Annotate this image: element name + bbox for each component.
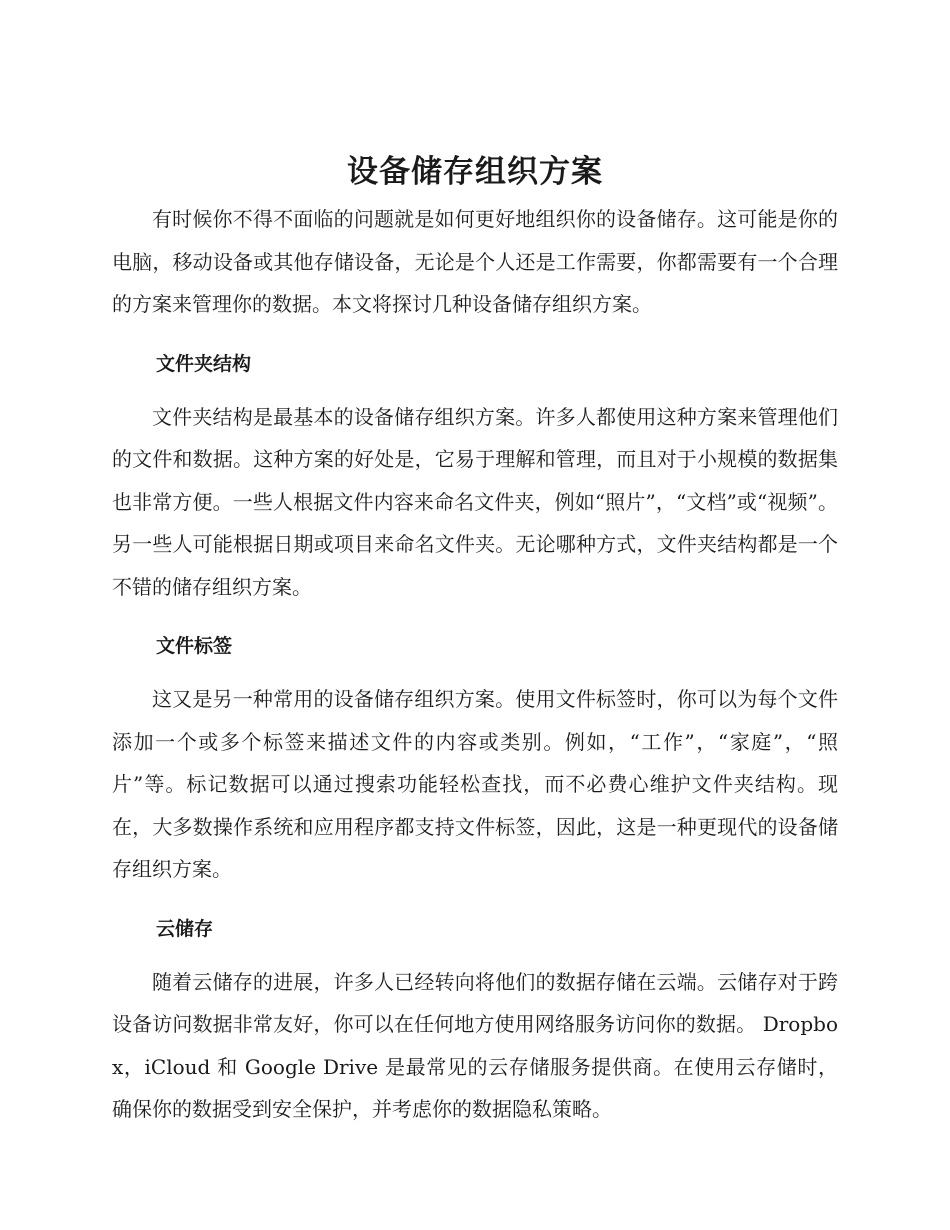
section-folder-structure [112,351,838,609]
section-heading: 云储存 [156,917,214,940]
section-paragraph: 这又是另一种常用的设备储存组织方案。使用文件标签时，你可以为每个文件添加一个或多个标签来描述文件的内容或类别。例如，“工作”，“家庭”，“照片”等。标记数据可以通过搜索功能轻松查找，而不必费心维护文件夹结构。现在，大多数操作系统和应用程序都支持文件标签，因此，这是一种更现代的设备储存组织方案。 [112,687,838,881]
section-file-tags [112,633,838,891]
section-paragraph: 文件夹结构是最基本的设备储存组织方案。许多人都使用这种方案来管理他们的文件和数据。这种方案的好处是，它易于理解和管理，而且对于小规模的数据集也非常方便。一些人根据文件内容来命名文件夹，例如“照片”，“文档”或“视频”。另一些人可能根据日期或项目来命名文件夹。无论哪种方式，文件夹结构都是一个不错的储存组织方案。 [112,404,838,599]
section-paragraph: 随着云储存的进展，许多人已经转向将他们的数据存储在云端。云储存对于跨设备访问数据非常友好，你可以在任何地方使用网络服务访问你的数据。 Dropbox，iCloud 和 Google Drive 是最常见的云存储服务提供商。在使用云存储时，确保你的数据受到安全保护，并考虑你的数据隐私策略。 [112,969,838,1121]
intro-paragraph: 有时候你不得不面临的问题就是如何更好地组织你的设备储存。这可能是你的电脑，移动设备或其他存储设备，无论是个人还是工作需要，你都需要有一个合理的方案来管理你的数据。本文将探讨几种设备储存组织方案。 [112,207,838,316]
document-title: 设备储存组织方案 [347,154,603,190]
section-heading: 文件夹结构 [156,352,252,375]
section-cloud-storage [112,916,838,1131]
document-page [112,150,838,1131]
section-heading: 文件标签 [156,635,233,657]
